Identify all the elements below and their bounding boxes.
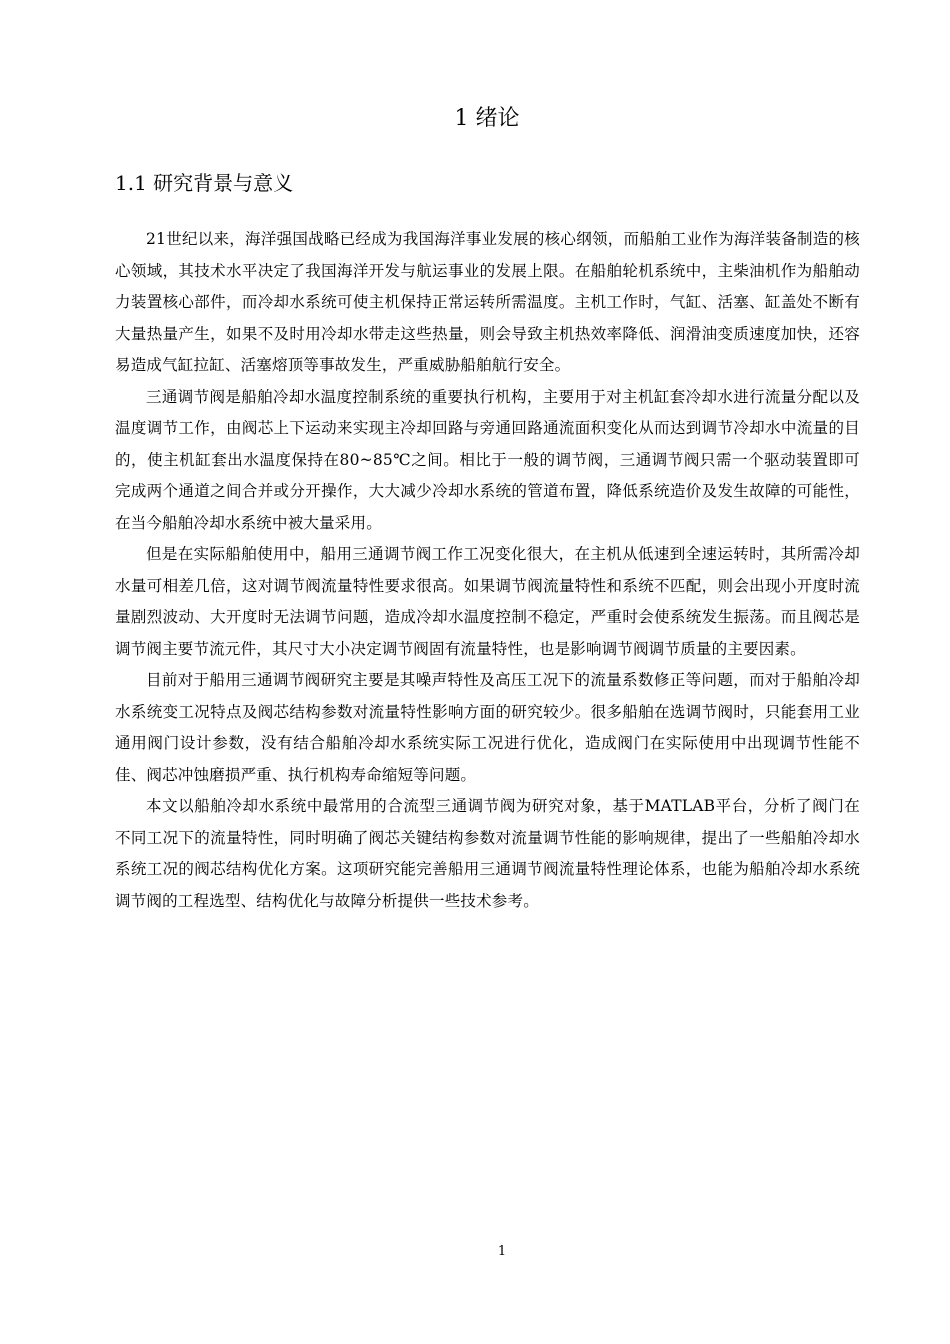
paragraph-2: 三通调节阀是船舶冷却水温度控制系统的重要执行机构，主要用于对主机缸套冷却水进行流量分配以及温度调节工作，由阀芯上下运动来实现主冷却回路与旁通回路通流面积变化从而达到调节冷却水中流量的目的，使主机缸套出水温度保持在80~85℃之间。相比于一般的调节阀，三通调节阀只需一个驱动装置即可完成两个通道之间合并或分开操作，大大减少冷却水系统的管道布置，降低系统造价及发生故障的可能性，在当今船舶冷却水系统中被大量采用。 <box>115 387 860 532</box>
chapter-title: 1 绪论 <box>454 106 520 131</box>
paragraph-3: 但是在实际船舶使用中，船用三通调节阀工作工况变化很大，在主机从低速到全速运转时，其所需冷却水量可相差几倍，这对调节阀流量特性要求很高。如果调节阀流量特性和系统不匹配，则会出现小开度时流量剧烈波动、大开度时无法调节问题，造成冷却水温度控制不稳定，严重时会使系统发生振荡。而且阀芯是调节阀主要节流元件，其尺寸大小决定调节阀固有流量特性，也是影响调节阀调节质量的主要因素。 <box>115 545 860 658</box>
section-title: 1.1 研究背景与意义 <box>115 171 294 195</box>
paragraph-4: 目前对于船用三通调节阀研究主要是其噪声特性及高压工况下的流量系数修正等问题，而对于船舶冷却水系统变工况特点及阀芯结构参数对流量特性影响方面的研究较少。很多船舶在选调节阀时，只能套用工业通用阀门设计参数，没有结合船舶冷却水系统实际工况进行优化，造成阀门在实际使用中出现调节性能不佳、阀芯冲蚀磨损严重、执行机构寿命缩短等问题。 <box>115 671 860 784</box>
body-text <box>115 224 860 917</box>
paragraph-5: 本文以船舶冷却水系统中最常用的合流型三通调节阀为研究对象，基于MATLAB平台，分析了阀门在不同工况下的流量特性，同时明确了阀芯关键结构参数对流量调节性能的影响规律，提出了一些船舶冷却水系统工况的阀芯结构优化方案。这项研究能完善船用三通调节阀流量特性理论体系，也能为船舶冷却水系统调节阀的工程选型、结构优化与故障分析提供一些技术参考。 <box>115 797 860 910</box>
page-number: 1 <box>497 1244 507 1259</box>
paragraph-1: 21世纪以来，海洋强国战略已经成为我国海洋事业发展的核心纲领，而船舶工业作为海洋装备制造的核心领域，其技术水平决定了我国海洋开发与航运事业的发展上限。在船舶轮机系统中，主柴油机作为船舶动力装置核心部件，而冷却水系统可使主机保持正常运转所需温度。主机工作时，气缸、活塞、缸盖处不断有大量热量产生，如果不及时用冷却水带走这些热量，则会导致主机热效率降低、润滑油变质速度加快，还容易造成气缸拉缸、活塞熔顶等事故发生，严重威胁船舶航行安全。 <box>115 230 860 374</box>
